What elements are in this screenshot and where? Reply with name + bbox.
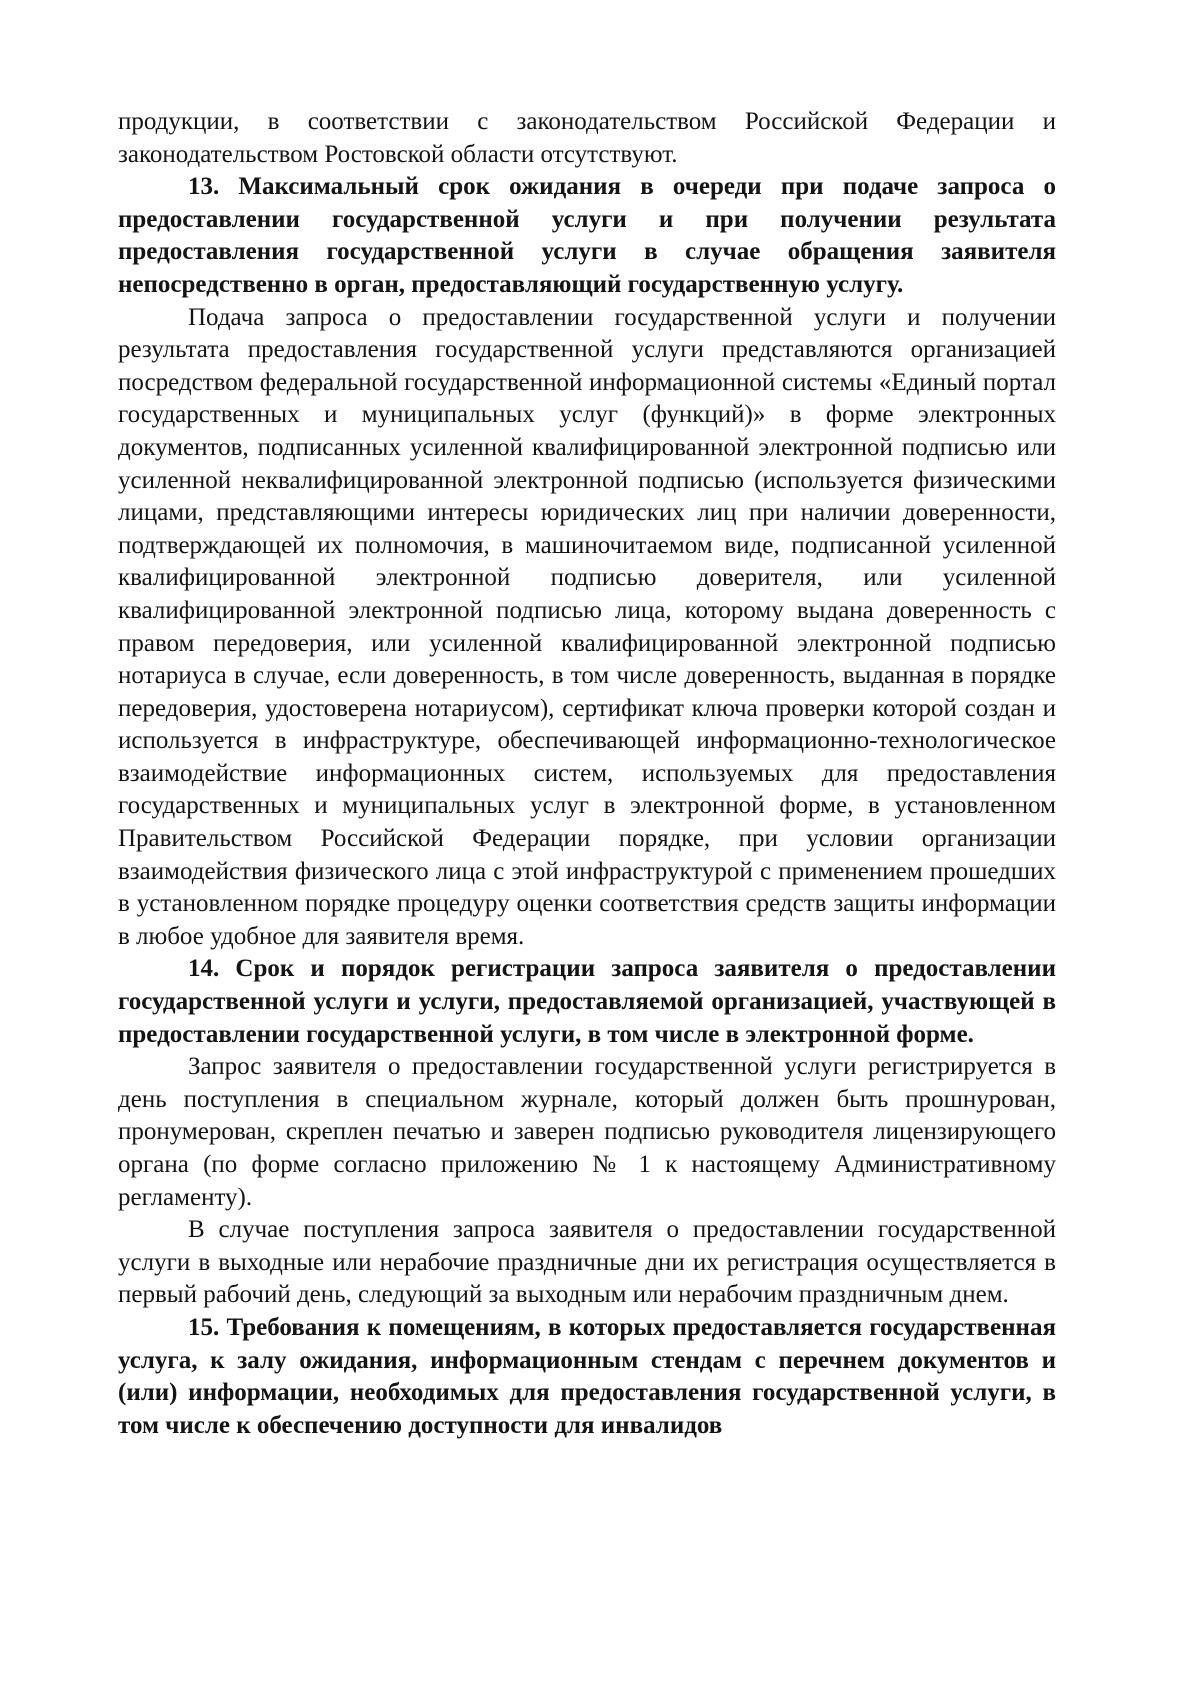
paragraph-continuation: продукции, в соответствии с законодательством Российской Федерации и законодательством Ростовской области отсутствуют. — [118, 108, 1056, 168]
section-heading-15: 15. Требования к помещениям, в которых предоставляется государственная услуга, к залу ожидания, информационным стендам с перечнем документов и (или) информации, необходимых для предоставления государственной услуги, в том числе к обеспечению доступности для инвалидов — [118, 1313, 1056, 1439]
paragraph-13-submission: Подача запроса о предоставлении государственной услуги и получении результата предоставления государственной услуги представляются организацией посредством федеральной государственной информационной системы «Единый портал государственных и муниципальных услуг (функций)» в форме электронных документов, подписанных усиленной квалифицированной электронной подписью или усиленной неквалифицированной электронной подписью (используется физическими лицами, представляющими интересы юридических лиц при наличии доверенности, подтверждающей их полномочия, в машиночитаемом виде, подписанной усиленной квалифицированной электронной подписью доверителя, или усиленной квалифицированной электронной подписью лица, которому выдана доверенность с правом передоверия, или усиленной квалифицированной электронной подписью нотариуса в случае, если доверенность, в том числе доверенность, выданная в порядке передоверия, удостоверена нотариусом), сертификат ключа проверки которой создан и используется в инфраструктуре, обеспечивающей информационно-технологическое взаимодействие информационных систем, используемых для предоставления государственных и муниципальных услуг в электронной форме, в установленном Правительством Российской Федерации порядке, при условии организации взаимодействия физического лица с этой инфраструктурой с применением прошедших в установленном порядке процедуру оценки соответствия средств защиты информации в любое удобное для заявителя время. — [118, 303, 1056, 950]
section-heading-14: 14. Срок и порядок регистрации запроса заявителя о предоставлении государственной услуги и услуги, предоставляемой организацией, участвующей в предоставлении государственной услуги, в том числе в электронной форме. — [118, 955, 1056, 1048]
paragraph-14-registration: Запрос заявителя о предоставлении государственной услуги регистрируется в день поступления в специальном журнале, который должен быть прошнурован, пронумерован, скреплен печатью и заверен подписью руководителя лицензирующего органа (по форме согласно приложению № 1 к настоящему Административному регламенту). — [118, 1053, 1056, 1211]
paragraph-14-holidays: В случае поступления запроса заявителя о предоставлении государственной услуги в выходные или нерабочие праздничные дни их регистрация осуществляется в первый рабочий день, следующий за выходным или нерабочим праздничным днем. — [118, 1216, 1056, 1309]
section-heading-13: 13. Максимальный срок ожидания в очереди при подаче запроса о предоставлении государственной услуги и при получении результата предоставления государственной услуги в случае обращения заявителя непосредственно в орган, предоставляющий государственную услугу. — [118, 173, 1056, 298]
